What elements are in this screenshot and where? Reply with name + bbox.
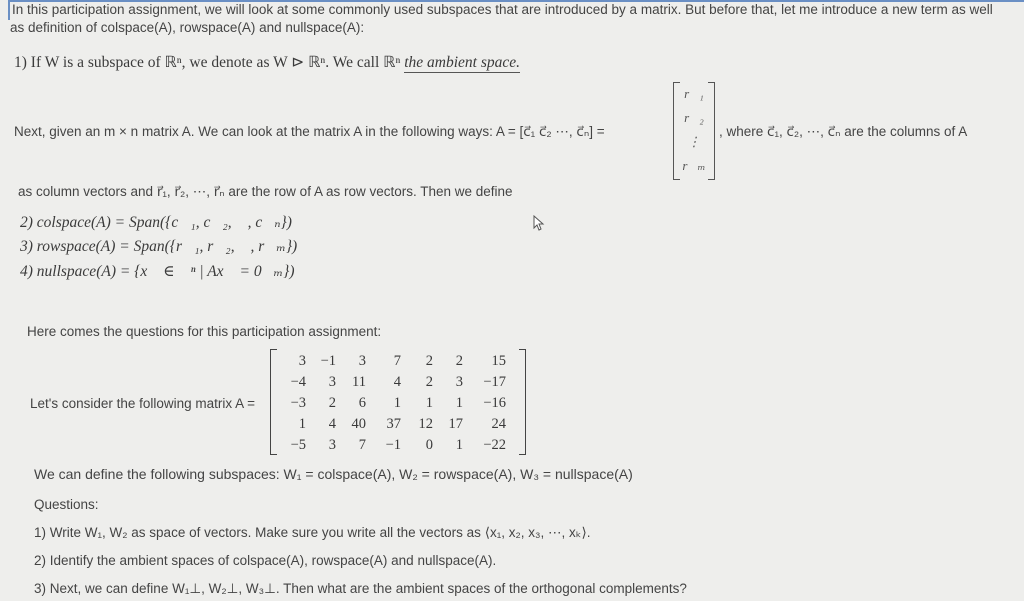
matrix-cell: 17	[448, 416, 463, 432]
matrix-cell: 7	[358, 437, 366, 453]
matrix-views-line: Next, given an m × n matrix A. We can look at the matrix A in the following ways: A = [c⃗₁ c⃗₂ ⋯, c⃗ₙ] =	[14, 124, 605, 139]
matrix-a	[270, 349, 526, 455]
intro-line-2: as definition of colspace(A), rowspace(A) and nullspace(A):	[10, 20, 365, 35]
columns-of-a-line: , where c⃗₁, c⃗₂, ⋯, c⃗ₙ are the columns of A	[719, 124, 968, 139]
questions-intro: Here comes the questions for this participation assignment:	[27, 324, 382, 339]
matrix-cell: −17	[483, 374, 506, 390]
row-vector-r2: r⃗₂	[684, 110, 704, 125]
matrix-cell: 2	[455, 353, 463, 369]
matrix-cell: 3	[455, 374, 463, 390]
row-vector-dots: ⋮	[687, 134, 701, 149]
question-3: 3) Next, we can define W₁⊥, W₂⊥, W₃⊥. Then what are the ambient spaces of the orthogonal complements?	[34, 581, 687, 596]
matrix-cell: 7	[393, 353, 401, 369]
row-vector-column	[673, 82, 715, 178]
matrix-cell: −1	[320, 353, 336, 369]
matrix-cell: −4	[290, 374, 306, 390]
matrix-cell: 6	[358, 395, 366, 411]
matrix-cell: 37	[386, 416, 401, 432]
matrix-cell: 2	[425, 374, 433, 390]
matrix-cell: −22	[483, 437, 506, 453]
matrix-cell: 4	[393, 374, 401, 390]
matrix-cell: 3	[328, 374, 336, 390]
matrix-label: Let's consider the following matrix A =	[30, 396, 256, 411]
matrix-cell: 1	[425, 395, 433, 411]
matrix-cell: 4	[328, 416, 336, 432]
matrix-cell: 1	[298, 416, 306, 432]
matrix-right-bracket	[519, 349, 526, 455]
matrix-cell: −3	[290, 395, 306, 411]
matrix-cell: 11	[352, 374, 366, 390]
ambient-space-term: the ambient space.	[404, 54, 520, 71]
matrix-cell: −16	[483, 395, 506, 411]
intro-line-1: In this participation assignment, we will look at some commonly used subspaces that are introduced by a matrix. But before that, let me introduce a new term as well	[8, 0, 1024, 20]
matrix-cell: −5	[290, 437, 306, 453]
matrix-cell: 1	[455, 437, 463, 453]
row-vector-r1: r⃗₁	[684, 86, 704, 101]
definition-colspace: 2) colspace(A) = Span({c⃗₁, c⃗₂, ⋯, c⃗ₙ})	[20, 214, 292, 231]
matrix-cell: 40	[351, 416, 366, 432]
matrix-cell: 0	[425, 437, 433, 453]
definition-ambient-space	[14, 53, 520, 72]
definition-nullspace: 4) nullspace(A) = {x⃗ ∈ ℝⁿ | Ax⃗ = 0⃗ₘ})	[20, 263, 295, 280]
definition-rowspace: 3) rowspace(A) = Span({r⃗₁, r⃗₂, ⋯, r⃗ₘ})	[20, 238, 298, 255]
matrix-cell: 1	[393, 395, 401, 411]
subspaces-definition-line: We can define the following subspaces: W₁ = colspace(A), W₂ = rowspace(A), W₃ = nullspace(A)	[34, 466, 633, 482]
matrix-cell: 2	[425, 353, 433, 369]
matrix-cell: −1	[385, 437, 401, 453]
question-2: 2) Identify the ambient spaces of colspace(A), rowspace(A) and nullspace(A).	[34, 553, 497, 568]
questions-label: Questions:	[34, 497, 99, 512]
matrix-cell: 1	[455, 395, 463, 411]
matrix-cell: 3	[328, 437, 336, 453]
matrix-cell: 2	[328, 395, 336, 411]
mouse-cursor-icon	[533, 215, 545, 231]
matrix-cell: 24	[491, 416, 506, 432]
matrix-cell: 3	[358, 353, 366, 369]
row-vector-rm: r⃗ₘ	[682, 158, 706, 173]
matrix-cell: 12	[418, 416, 433, 432]
question-1: 1) Write W₁, W₂ as space of vectors. Make sure you write all the vectors as ⟨x₁, x₂, x₃, ⋯, xₖ⟩.	[34, 525, 591, 540]
matrix-cell: 15	[491, 353, 506, 369]
matrix-cell: 3	[298, 353, 306, 369]
as-column-vectors-line: as column vectors and r⃗₁, r⃗₂, ⋯, r⃗ₙ are the row of A as row vectors. Then we define	[18, 184, 513, 199]
definition-ambient-text: 1) If W is a subspace of ℝⁿ, we denote as W ⊳ ℝⁿ. We call ℝⁿ	[14, 54, 405, 71]
